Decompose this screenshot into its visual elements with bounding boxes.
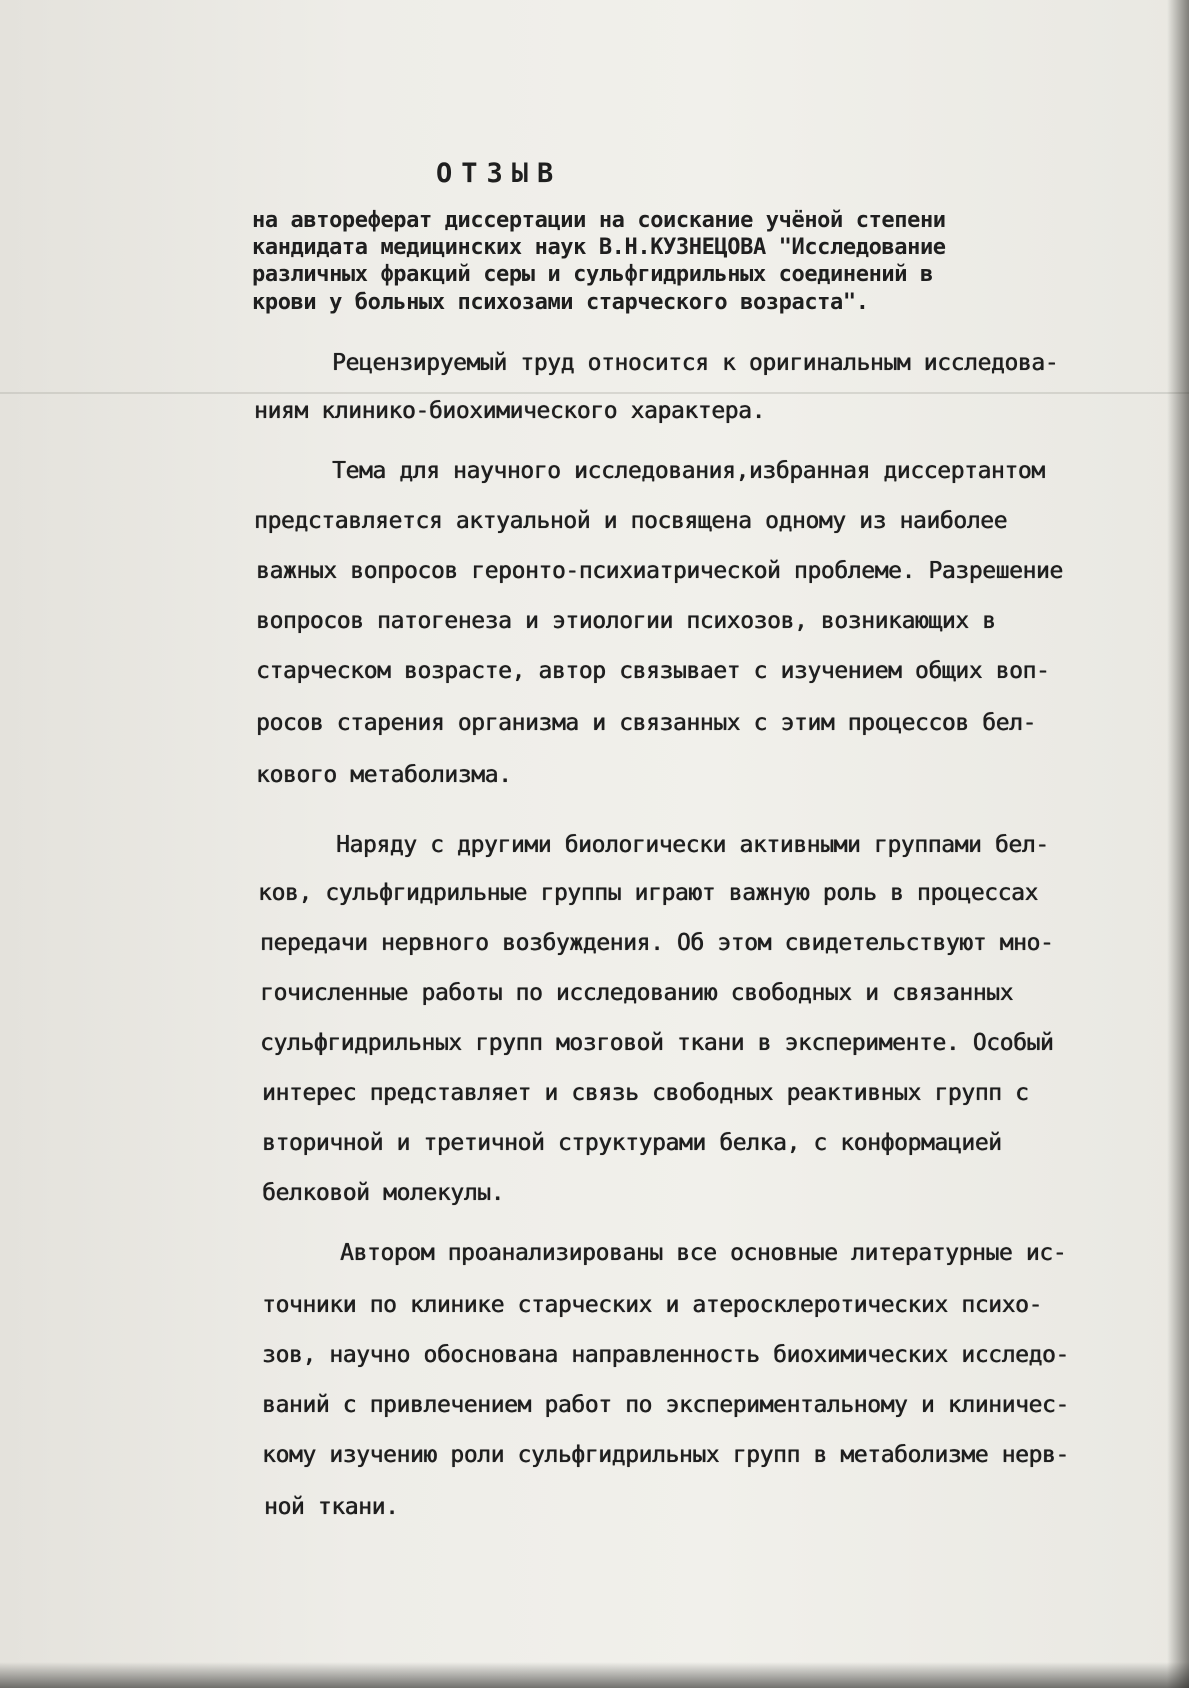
paragraph-2-line-4: вопросов патогенеза и этиологии психозов, возникающих в (256, 608, 996, 634)
paragraph-2-line-6: росов старения организма и связанных с этим процессов бел- (256, 710, 1036, 736)
paragraph-4-line-4: ваний с привлечением работ по экспериментальному и клиничес- (262, 1392, 1069, 1418)
paragraph-3-line-1: Наряду с другими биологически активными группами бел- (336, 832, 1049, 858)
paragraph-2-line-7: кового метаболизма. (256, 762, 512, 788)
paragraph-3-line-3: передачи нервного возбуждения. Об этом свидетельствуют мно- (260, 930, 1054, 956)
document-title: ОТЗЫВ (436, 158, 563, 189)
paragraph-4-line-5: кому изучению роли сульфгидрильных групп в метаболизме нерв- (262, 1442, 1069, 1468)
paragraph-3-line-5: сульфгидрильных групп мозговой ткани в эксперименте. Особый (260, 1030, 1054, 1056)
subtitle-line-1: на автореферат диссертации на соискание учёной степени (252, 208, 946, 233)
paragraph-2-line-3: важных вопросов геронто-психиатрической проблеме. Разрешение (256, 558, 1063, 584)
paragraph-3-line-4: гочисленные работы по исследованию свободных и связанных (260, 980, 1014, 1006)
paragraph-4-line-3: зов, научно обоснована направленность биохимических исследо- (262, 1342, 1069, 1368)
paragraph-1-line-1: Рецензируемый труд относится к оригинальным исследова- (332, 350, 1059, 376)
subtitle-line-3: различных фракций серы и сульфгидрильных соединений в (252, 262, 933, 287)
paragraph-2-line-2: представляется актуальной и посвящена одному из наиболее (254, 508, 1008, 534)
paragraph-3-line-8: белковой молекулы. (262, 1180, 505, 1206)
subtitle-line-2: кандидата медицинских наук В.Н.КУЗНЕЦОВА "Исследование (252, 235, 946, 260)
paragraph-1-line-2: ниям клинико-биохимического характера. (254, 398, 765, 424)
paragraph-2-line-1: Тема для научного исследования,избранная диссертантом (332, 458, 1045, 484)
paragraph-3-line-7: вторичной и третичной структурами белка, с конформацией (262, 1130, 1002, 1156)
page-edge-shadow (1167, 0, 1189, 1688)
paper-fold (0, 392, 1189, 394)
paragraph-4-line-2: точники по клинике старческих и атеросклеротических психо- (262, 1292, 1042, 1318)
paragraph-4-line-1: Автором проанализированы все основные литературные ис- (340, 1240, 1067, 1266)
paragraph-3-line-6: интерес представляет и связь свободных реактивных групп с (262, 1080, 1029, 1106)
page-bottom-shadow (0, 1662, 1189, 1688)
paragraph-3-line-2: ков, сульфгидрильные группы играют важную роль в процессах (258, 880, 1038, 906)
paragraph-4-line-6: ной ткани. (264, 1494, 399, 1520)
paragraph-2-line-5: старческом возрасте, автор связывает с изучением общих воп- (256, 658, 1050, 684)
subtitle-line-4: крови у больных психозами старческого возраста". (252, 290, 869, 315)
